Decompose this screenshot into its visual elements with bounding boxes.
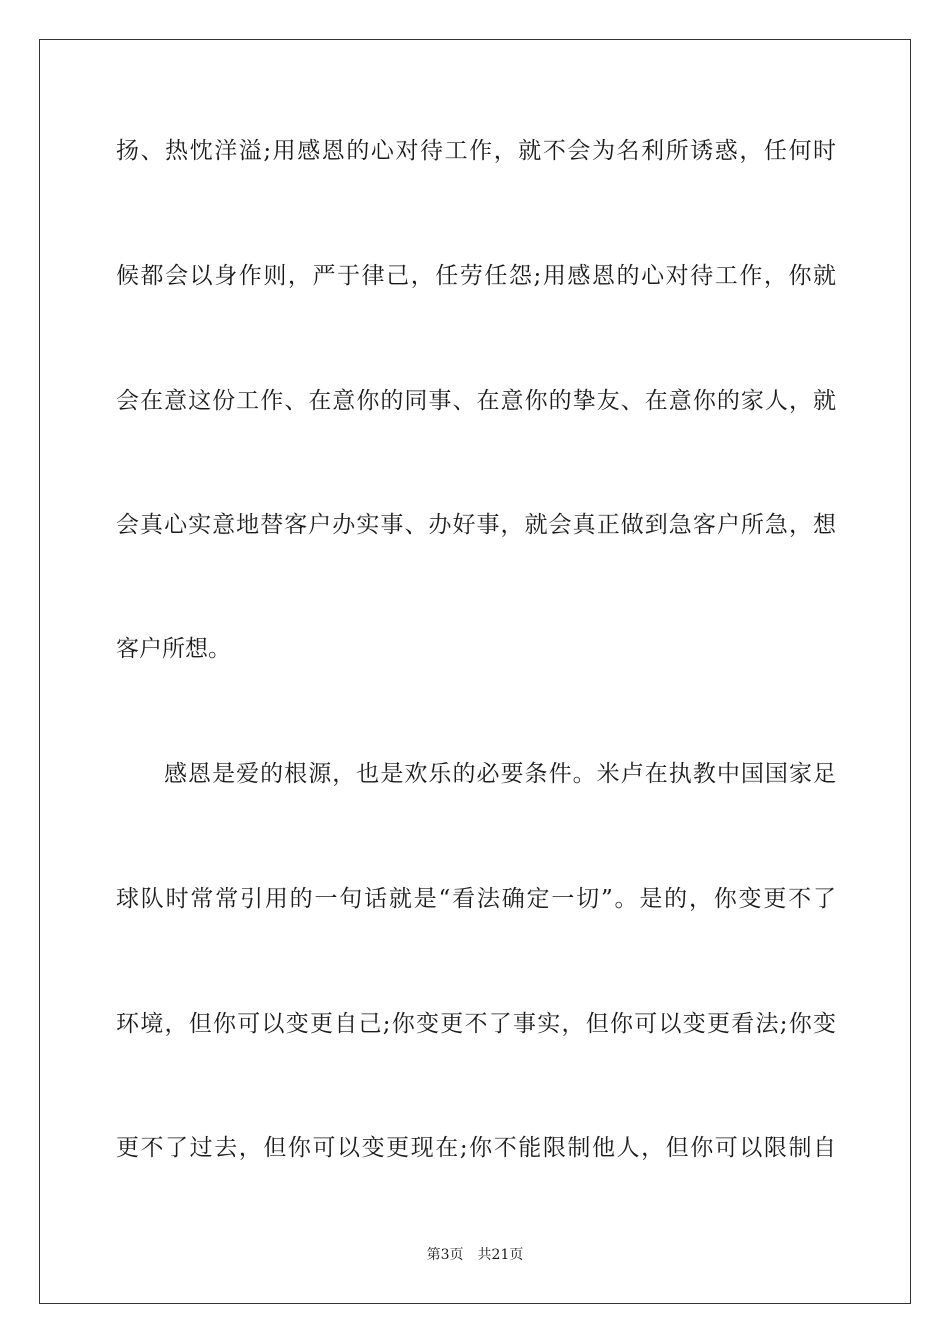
text-line: 扬、热忱洋溢;用感恩的心对待工作，就不会为名利所诱惑，任何时 (116, 138, 836, 164)
text-line: 球队时常常引用的一句话就是“看法确定一切”。是的，你变更不了 (116, 886, 836, 912)
text-line: 更不了过去，但你可以变更现在;你不能限制他人，但你可以限制自 (116, 1135, 836, 1161)
text-line: 候都会以身作则，严于律己，任劳任怨;用感恩的心对待工作，你就 (116, 263, 836, 289)
text-line: 客户所想。 (116, 636, 231, 662)
page-footer (0, 1246, 950, 1264)
total-pages: 共21页 (477, 1247, 524, 1263)
text-line: 会真心实意地替客户办实事、办好事，就会真正做到急客户所急，想 (116, 512, 836, 538)
paragraph-first-line: 感恩是爱的根源，也是欢乐的必要条件。米卢在执教中国国家足 (164, 761, 836, 787)
text-line: 环境，但你可以变更自己;你变更不了事实，但你可以变更看法;你变 (116, 1011, 836, 1037)
page-border (39, 39, 911, 1304)
text-line: 会在意这份工作、在意你的同事、在意你的挚友、在意你的家人，就 (116, 388, 836, 414)
page-number: 第3页 (426, 1247, 464, 1263)
